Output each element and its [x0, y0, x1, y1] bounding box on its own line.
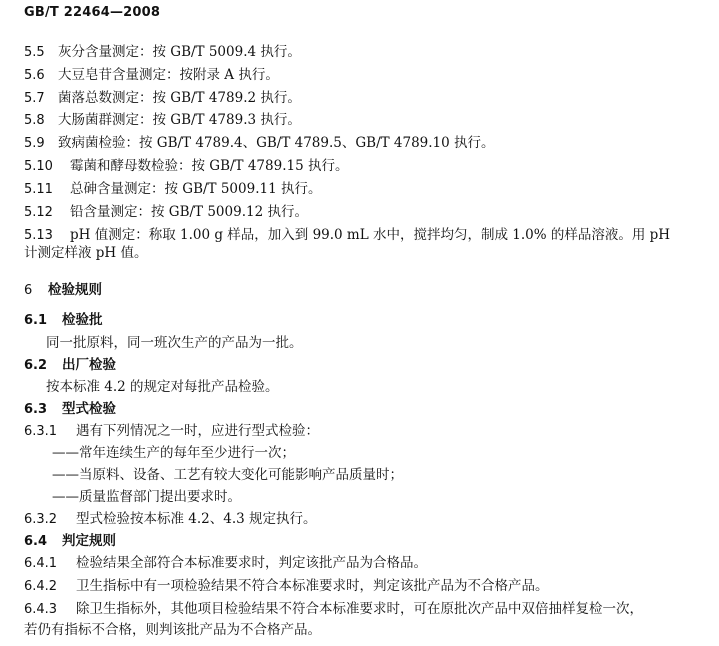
item-number: 5.13 [24, 228, 53, 243]
list-item [24, 202, 705, 223]
clause [24, 599, 705, 620]
clause-text: 遇有下列情况之一时，应进行型式检验： [76, 423, 319, 439]
section-title: 检验规则 [48, 282, 102, 298]
item-number: 5.6 [24, 68, 45, 83]
item-number: 5.10 [24, 159, 53, 174]
clause-number: 6.3.1 [24, 424, 58, 439]
section-heading [24, 280, 705, 301]
list-item [24, 156, 705, 177]
subsection-number: 6.2 [24, 358, 48, 373]
subsection-title: 型式检验 [62, 401, 116, 417]
clause [24, 509, 705, 530]
clause-number: 6.4.1 [24, 556, 58, 571]
subsection-title: 检验批 [62, 312, 103, 328]
item-text: 大豆皂苷含量测定：按附录 A 执行。 [58, 67, 279, 83]
list-item [24, 133, 705, 154]
subsection-title: 出厂检验 [62, 357, 116, 373]
subsection-body: 同一批原料，同一班次生产的产品为一批。 [46, 335, 303, 351]
item-number: 5.9 [24, 136, 45, 151]
subsection-body: 按本标准 4.2 的规定对每批产品检验。 [46, 379, 279, 395]
item-text: 霉菌和酵母数检验：按 GB/T 4789.15 执行。 [70, 158, 349, 174]
clause-text: 型式检验按本标准 4.2、4.3 规定执行。 [76, 511, 317, 527]
clause-text: 除卫生指标外，其他项目检验结果不符合本标准要求时，可在原批次产品中双倍抽样复检一次， [76, 601, 643, 617]
clause-text: 检验结果全部符合本标准要求时，判定该批产品为合格品。 [76, 555, 427, 571]
item-text: 灰分含量测定：按 GB/T 5009.4 执行。 [58, 44, 301, 60]
dash-list-item: ——质量监督部门提出要求时。 [52, 489, 241, 505]
clause-text: 卫生指标中有一项检验结果不符合本标准要求时，判定该批产品为不合格产品。 [76, 578, 549, 594]
item-text: 菌落总数测定：按 GB/T 4789.2 执行。 [58, 90, 301, 106]
item-number: 5.11 [24, 182, 53, 197]
item-number: 5.7 [24, 91, 45, 106]
clause [24, 576, 705, 597]
subsection-number: 6.1 [24, 313, 48, 328]
item-number: 5.12 [24, 205, 53, 220]
list-item [24, 110, 705, 131]
list-item [24, 179, 705, 200]
item-number: 5.5 [24, 45, 45, 60]
standard-code-header: GB/T 22464—2008 [24, 5, 161, 20]
dash-list-item: ——当原料、设备、工艺有较大变化可能影响产品质量时； [52, 467, 403, 483]
list-item [24, 42, 705, 63]
clause-number: 6.4.2 [24, 579, 58, 594]
clause-number: 6.4.3 [24, 602, 58, 617]
subsection-number: 6.4 [24, 534, 48, 549]
list-item-continuation: 计测定样液 pH 值。 [24, 245, 148, 261]
section-number: 6 [24, 283, 33, 298]
subsection-heading [24, 310, 705, 331]
item-text: pH 值测定：称取 1.00 g 样品，加入到 99.0 mL 水中，搅拌均匀，制成 1.0% 的样品溶液。用 pH [70, 227, 671, 243]
subsection-heading [24, 399, 705, 420]
dash-list-item: ——常年连续生产的每年至少进行一次； [52, 445, 295, 461]
item-number: 5.8 [24, 113, 45, 128]
subsection-heading [24, 531, 705, 552]
clause [24, 553, 705, 574]
clause [24, 421, 705, 442]
subsection-heading [24, 355, 705, 376]
clause-number: 6.3.2 [24, 512, 58, 527]
list-item [24, 88, 705, 109]
subsection-title: 判定规则 [62, 533, 116, 549]
item-text: 总砷含量测定：按 GB/T 5009.11 执行。 [70, 181, 322, 197]
subsection-number: 6.3 [24, 402, 48, 417]
item-text: 大肠菌群测定：按 GB/T 4789.3 执行。 [58, 112, 301, 128]
item-text: 铅含量测定：按 GB/T 5009.12 执行。 [70, 204, 308, 220]
item-text: 致病菌检验：按 GB/T 4789.4、GB/T 4789.5、GB/T 4789.10 执行。 [58, 135, 495, 151]
list-item [24, 65, 705, 86]
clause-continuation: 若仍有指标不合格，则判该批产品为不合格产品。 [24, 622, 321, 638]
